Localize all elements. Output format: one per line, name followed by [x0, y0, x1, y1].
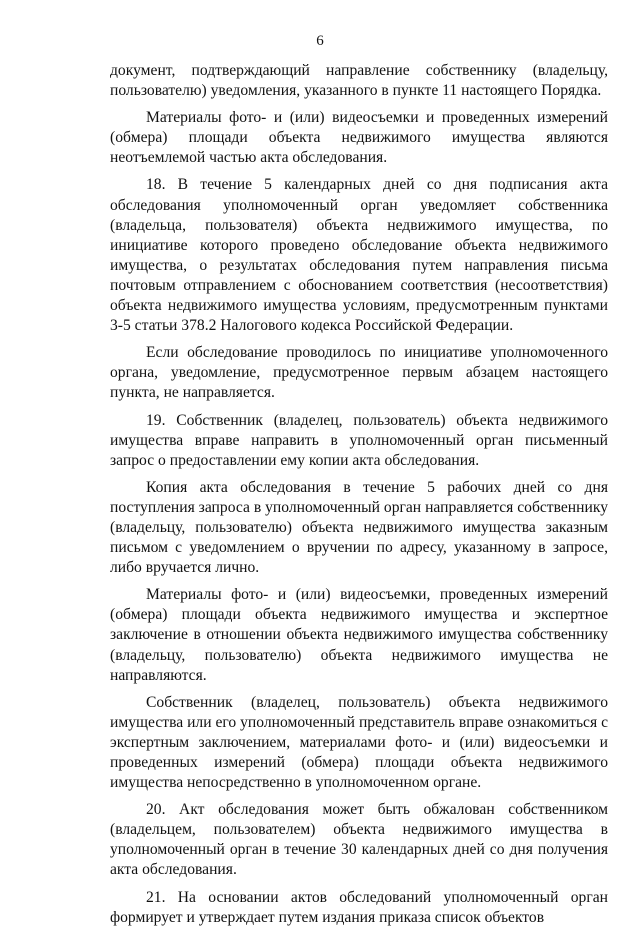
paragraph: Если обследование проводилось по инициативе уполномоченного органа, уведомление, предусмотренное первым абзацем настоящего пункта, не направляется. — [110, 344, 608, 402]
page-number: 6 — [316, 33, 324, 49]
paragraph: Материалы фото- и (или) видеосъемки, проведенных измерений (обмера) площади объекта недвижимого имущества и экспертное заключение в отношении объекта недвижимого имущества собственнику (владельцу, пользователю) объекта недвижимого имущества не направляются. — [110, 586, 608, 684]
paragraph: Копия акта обследования в течение 5 рабочих дней со дня поступления запроса в уполномоченный орган направляется собственнику (владельцу, пользователю) объекта недвижимого имущества заказным письмом с уведомлением о вручении по адресу, указанному в запросе, либо вручается лично. — [110, 478, 608, 577]
paragraph: 20. Акт обследования может быть обжалован собственником (владельцем, пользователем) объекта недвижимого имущества в уполномоченный орган в течение 30 календарных дней со дня получения акта обследования. — [110, 801, 608, 879]
paragraph: документ, подтверждающий направление собственнику (владельцу, пользователю) уведомления, указанного в пункте 11 настоящего Порядка. — [110, 62, 608, 100]
paragraph: 19. Собственник (владелец, пользователь) объекта недвижимого имущества вправе направить в уполномоченный орган письменный запрос о предоставлении ему копии акта обследования. — [110, 411, 608, 469]
document-body — [110, 61, 608, 935]
paragraph: 21. На основании актов обследований уполномоченный орган формирует и утверждает путем издания приказа список объектов — [110, 888, 608, 926]
paragraph: 18. В течение 5 календарных дней со дня подписания акта обследования уполномоченный орган уведомляет собственника (владельца, пользователя) объекта недвижимого имущества, по инициативе которого проведено обследование объекта недвижимого имущества, о результатах обследования путем направления письма почтовым отправлением с обоснованием соответствия (несоответствия) объекта недвижимого имущества условиям, предусмотренным пунктами 3-5 статьи 378.2 Налогового кодекса Российской Федерации. — [110, 176, 608, 335]
paragraph: Материалы фото- и (или) видеосъемки и проведенных измерений (обмера) площади объекта недвижимого имущества являются неотъемлемой частью акта обследования. — [110, 109, 608, 167]
paragraph: Собственник (владелец, пользователь) объекта недвижимого имущества или его уполномоченный представитель вправе ознакомиться с экспертным заключением, материалами фото- и (или) видеосъемки и проведенных измерений (обмера) площади объекта недвижимого имущества непосредственно в уполномоченном органе. — [110, 693, 608, 792]
